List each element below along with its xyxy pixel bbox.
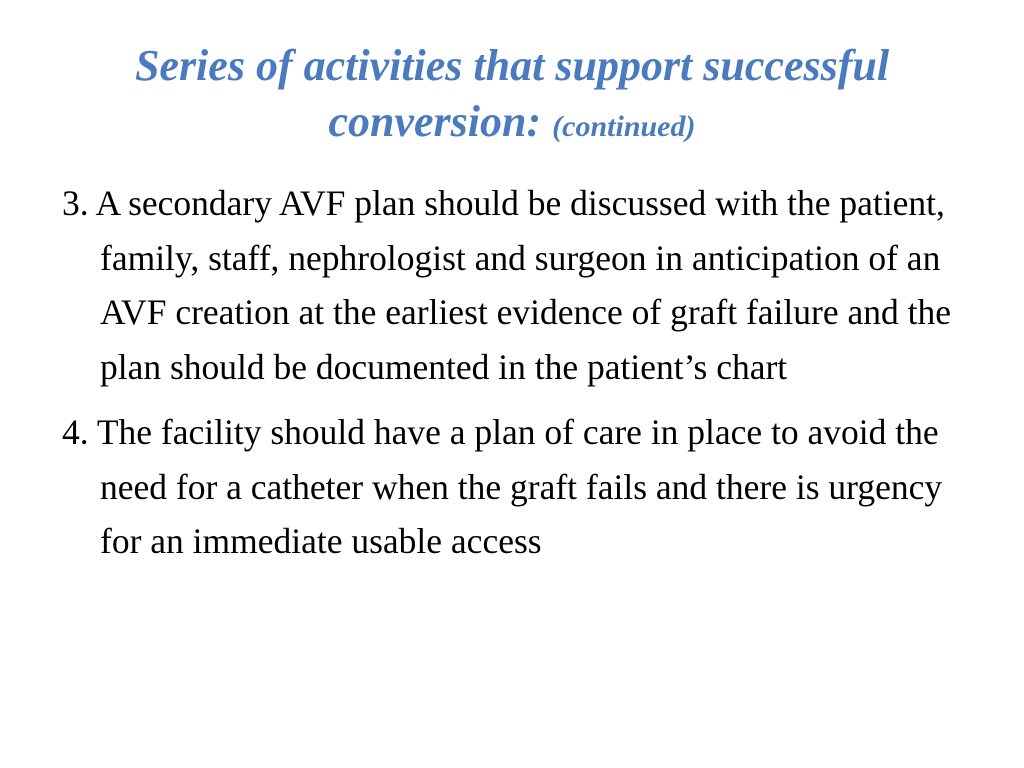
slide-title <box>40 38 984 155</box>
list-item-4 <box>62 405 972 569</box>
item-number: 3. <box>62 183 89 223</box>
item-text: A secondary AVF plan should be discussed with the patient, family, staff, nephrologist and surgeon in anticipation of an AVF creation at the earliest evidence of graft failure and the plan should be documented in the patient’s chart <box>95 183 951 387</box>
title-line-2: conversion: <box>328 97 542 146</box>
title-suffix: (continued) <box>552 110 696 143</box>
slide-body <box>62 176 972 580</box>
list-item-3 <box>62 176 972 394</box>
title-line-1: Series of activities that support successful <box>134 41 890 90</box>
item-text: The facility should have a plan of care in place to avoid the need for a catheter when the graft fails and there is urgency for an immediate usable access <box>96 412 943 561</box>
item-number: 4. <box>62 412 89 452</box>
